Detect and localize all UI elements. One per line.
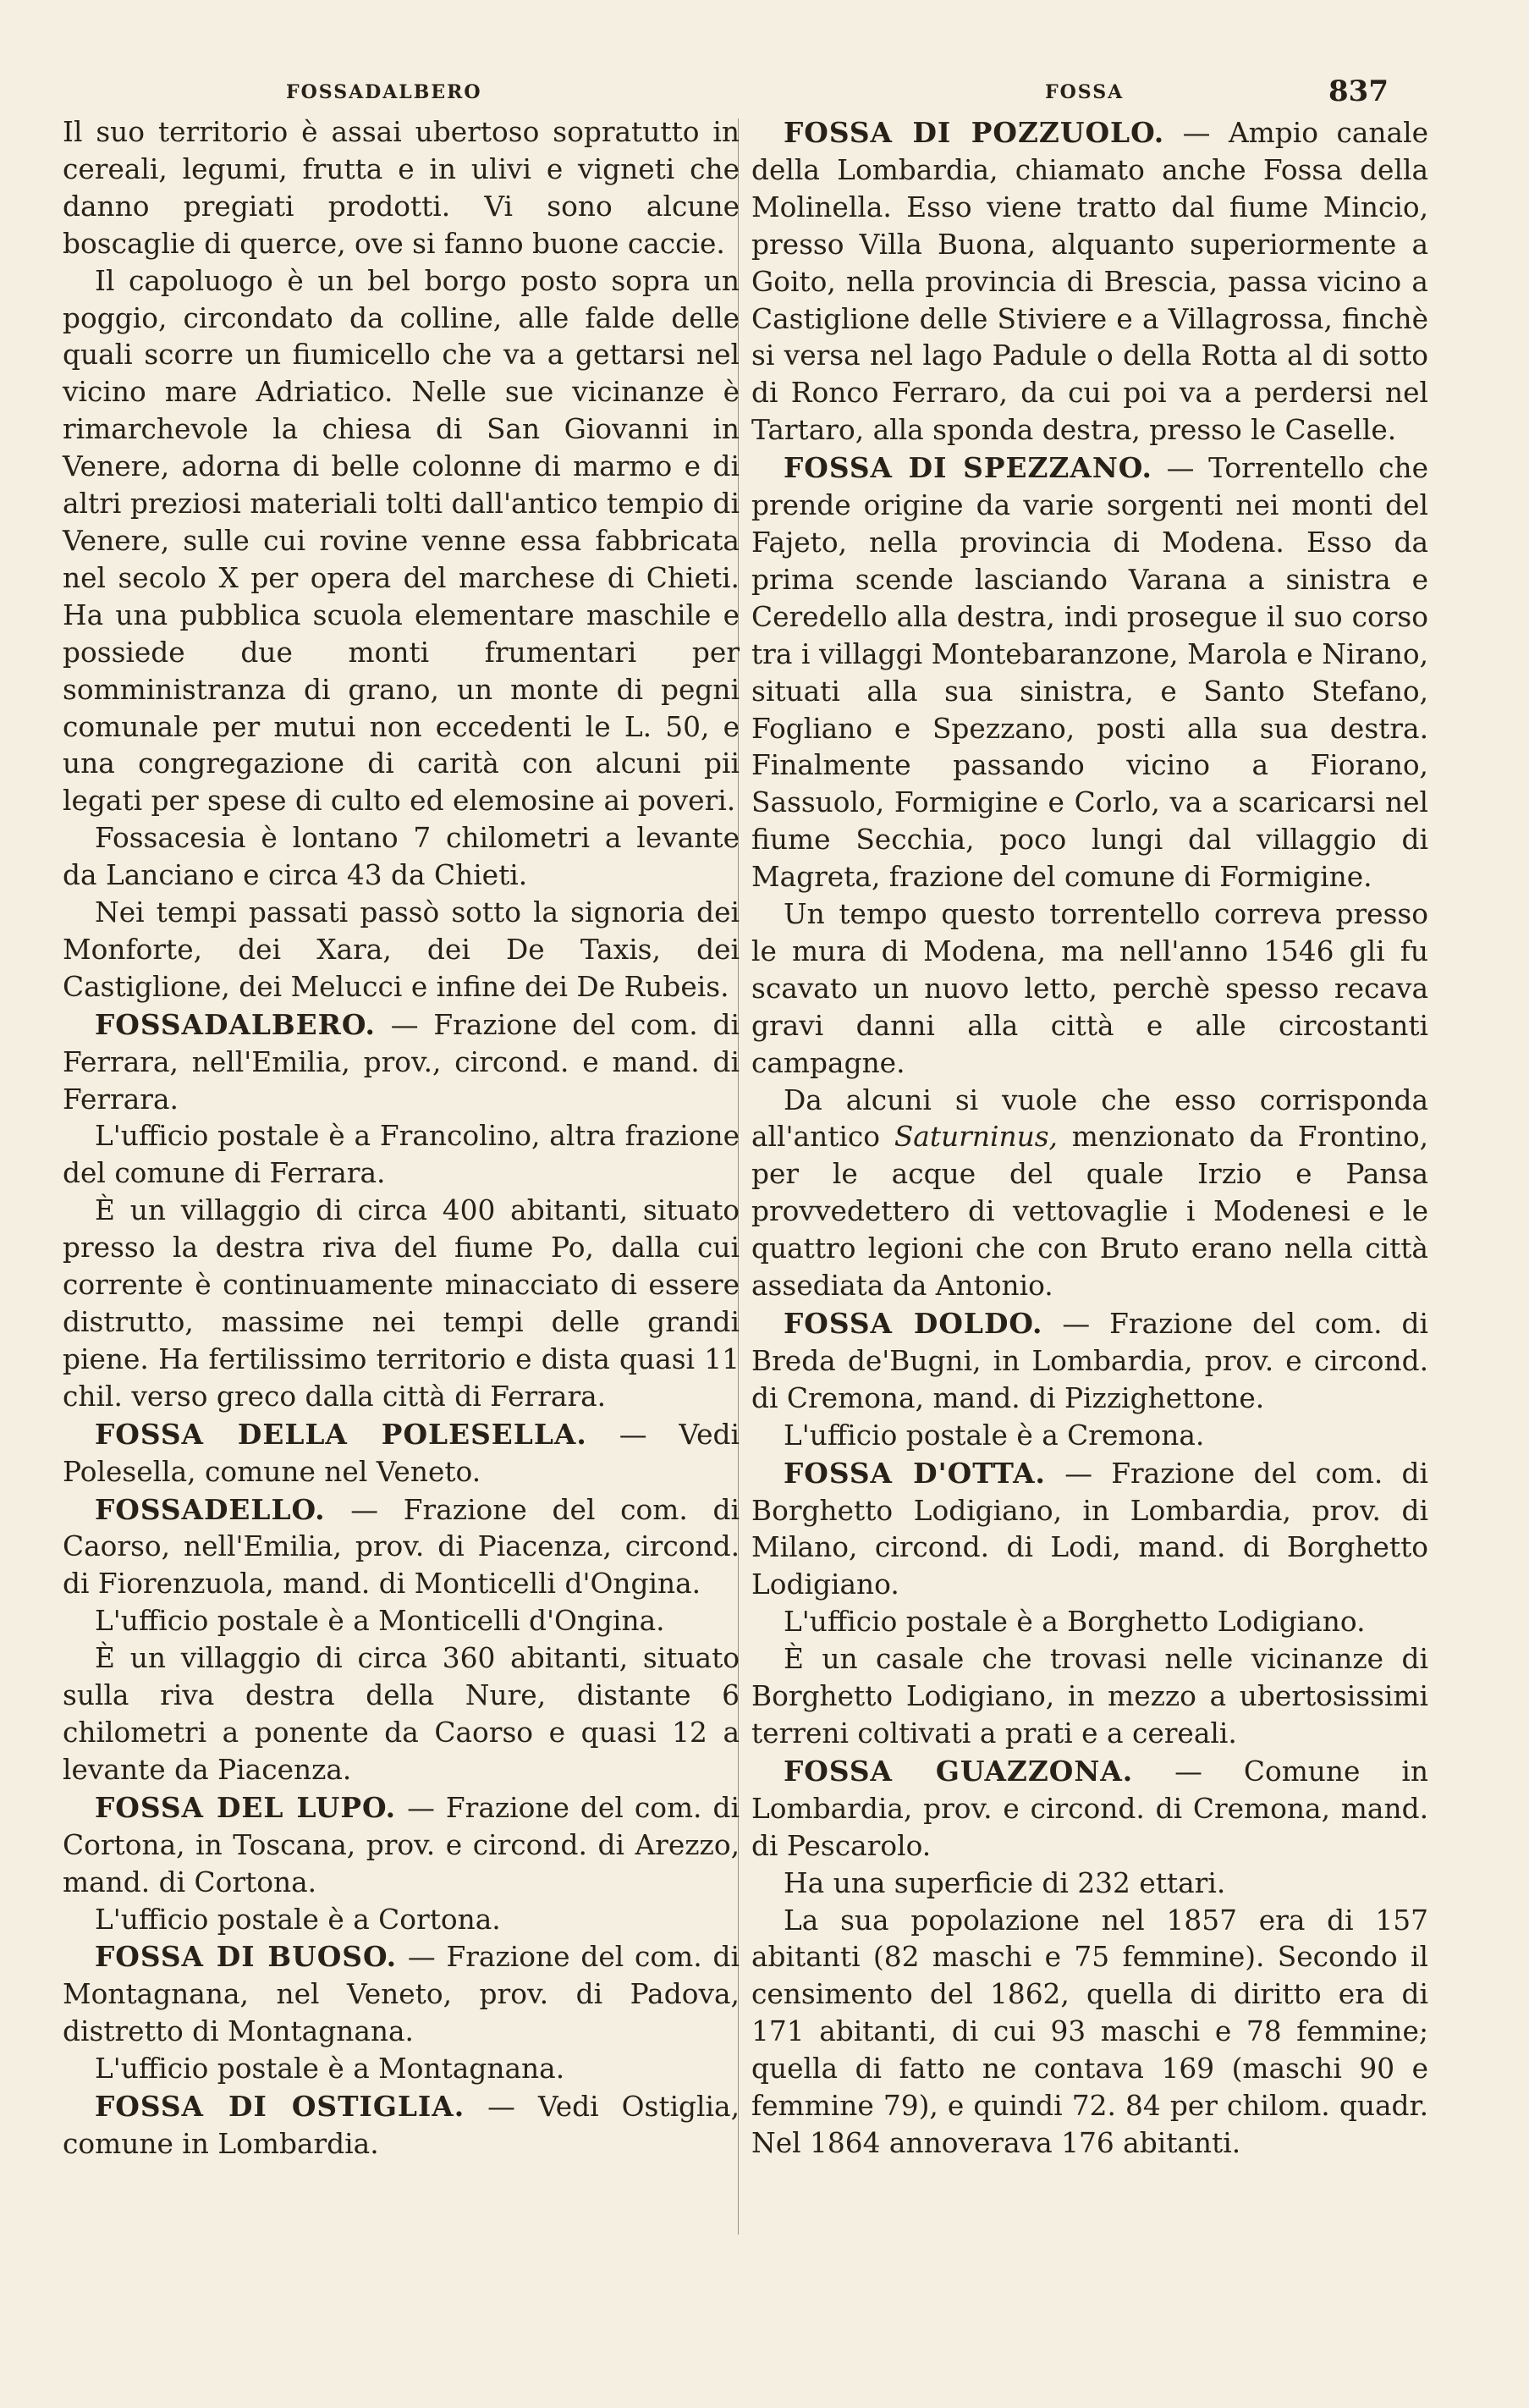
paragraph-text: Nei tempi passati passò sotto la signoria dei Monforte, dei Xara, dei De Taxis, dei Castiglione, dei Melucci e infine dei De Rubeis. bbox=[63, 896, 740, 1003]
entry-paragraph bbox=[63, 1006, 740, 1119]
entry-paragraph bbox=[751, 449, 1428, 896]
page-number: 837 bbox=[1328, 74, 1389, 108]
entry-headword: FOSSA DI OSTIGLIA. bbox=[95, 2090, 465, 2124]
italic-term: Saturninus, bbox=[894, 1121, 1058, 1154]
paragraph-text: — Frazione del com. di Breda de'Bugni, in Lombardia, prov. e circond. di Cremona, mand. di Pizzighettone. bbox=[751, 1308, 1428, 1414]
left-column bbox=[63, 114, 740, 2163]
body-paragraph bbox=[63, 263, 740, 821]
entry-headword: FOSSA DI SPEZZANO. bbox=[784, 451, 1152, 485]
body-paragraph bbox=[63, 895, 740, 1006]
paragraph-text: — Ampio canale della Lombardia, chiamato anche Fossa della Molinella. Esso viene tratto dal fiume Mincio, presso Villa Buona, alquanto superiormente a Goito, nella provincia di Brescia, passa vicino a Castiglione delle Stiviere e a Villagrossa, finchè si versa nel lago Padule o della Rotta al di sotto di Ronco Ferraro, da cui poi va a perdersi nel Tartaro, alla sponda destra, presso le Caselle. bbox=[751, 117, 1428, 447]
body-paragraph bbox=[751, 896, 1428, 1083]
entry-headword: FOSSA DI BUOSO. bbox=[95, 1940, 398, 1974]
body-paragraph bbox=[63, 1902, 740, 1939]
entry-paragraph bbox=[63, 1938, 740, 2051]
paragraph-text: Da alcuni si vuole che esso corrisponda all'antico bbox=[751, 1083, 1428, 1154]
paragraph-text: La sua popolazione nel 1857 era di 157 abitanti (82 maschi e 75 femmine). Secondo il censimento del 1862, quella di diritto era di 171 abitanti, di cui 93 maschi e 78 femmine; quella di fatto ne contava 169 (maschi 90 e femmine 79), e quindi 72. 84 per chilom. quadr. Nel 1864 annoverava 176 abitanti. bbox=[751, 1904, 1428, 2159]
paragraph-text: Un tempo questo torrentello correva presso le mura di Modena, ma nell'anno 1546 gli fu scavato un nuovo letto, perchè spesso recava gravi danni alla città e alle circostanti campagne. bbox=[751, 898, 1428, 1079]
entry-headword: FOSSA GUAZZONA. bbox=[784, 1754, 1134, 1788]
entry-headword: FOSSA D'OTTA. bbox=[784, 1456, 1046, 1490]
body-paragraph bbox=[63, 1603, 740, 1640]
entry-paragraph bbox=[751, 1455, 1428, 1605]
paragraph-text: — Frazione del com. di Borghetto Lodigiano, in Lombardia, prov. di Milano, circond. di Lodi, mand. di Borghetto Lodigiano. bbox=[751, 1457, 1428, 1601]
entry-paragraph bbox=[63, 1416, 740, 1491]
body-paragraph bbox=[751, 1083, 1428, 1305]
paragraph-text: — Frazione del com. di Cortona, in Toscana, prov. e circond. di Arezzo, mand. di Cortona. bbox=[63, 1791, 740, 1898]
entry-headword: FOSSADALBERO. bbox=[95, 1007, 376, 1041]
running-head-right: FOSSA bbox=[1045, 81, 1125, 103]
entry-headword: FOSSA DELLA POLESELLA. bbox=[95, 1417, 587, 1451]
right-column bbox=[751, 114, 1428, 2163]
paragraph-text: — Vedi Polesella, comune nel Veneto. bbox=[63, 1418, 740, 1488]
paragraph-text: L'ufficio postale è a Cortona. bbox=[95, 1903, 501, 1936]
entry-headword: FOSSA DI POZZUOLO. bbox=[784, 116, 1165, 149]
body-paragraph bbox=[63, 114, 740, 263]
body-paragraph bbox=[751, 1903, 1428, 2163]
paragraph-text: Ha una superficie di 232 ettari. bbox=[784, 1866, 1226, 1899]
entry-headword: FOSSADELLO. bbox=[95, 1492, 326, 1526]
paragraph-text: — Vedi Ostiglia, comune in Lombardia. bbox=[63, 2091, 740, 2160]
entry-paragraph bbox=[63, 2088, 740, 2163]
paragraph-text: Il suo territorio è assai ubertoso sopratutto in cereali, legumi, frutta e in ulivi e vigneti che danno pregiati prodotti. Vi sono alcune boscaglie di querce, ove si fanno buone caccie. bbox=[63, 116, 740, 260]
paragraph-text-tail: menzionato da Frontino, per le acque del quale Irzio e Pansa provvedettero di vettovaglie i Modenesi e le quattro legioni che con Bruto erano nella città assediata da Antonio. bbox=[751, 1121, 1428, 1303]
paragraph-text: È un villaggio di circa 360 abitanti, situato sulla riva destra della Nure, distante 6 chilometri a ponente da Caorso e quasi 12 a levante da Piacenza. bbox=[63, 1642, 740, 1786]
paragraph-text: L'ufficio postale è a Borghetto Lodigiano. bbox=[784, 1606, 1366, 1639]
entry-headword: FOSSA DOLDO. bbox=[784, 1307, 1043, 1340]
entry-paragraph bbox=[751, 114, 1428, 449]
paragraph-text: — Frazione del com. di Montagnana, nel Veneto, prov. di Padova, distretto di Montagnana. bbox=[63, 1941, 740, 2048]
body-paragraph bbox=[63, 2051, 740, 2088]
entry-paragraph bbox=[63, 1789, 740, 1902]
paragraph-text: Il capoluogo è un bel borgo posto sopra un poggio, circondato da colline, alle falde delle quali scorre un fiumicello che va a gettarsi nel vicino mare Adriatico. Nelle sue vicinanze è rimarchevole la chiesa di San Giovanni in Venere, adorna di belle colonne di marmo e di altri preziosi materiali tolti dall'antico tempio di Venere, sulle cui rovine venne essa fabbricata nel secolo X per opera del marchese di Chieti. Ha una pubblica scuola elementare maschile e possiede due monti frumentari per somministranza di grano, un monte di pegni comunale per mutui non eccedenti le L. 50, e una congregazione di carità con alcuni pii legati per spese di culto ed elemosine ai poveri. bbox=[63, 264, 740, 818]
paragraph-text: L'ufficio postale è a Francolino, altra frazione del comune di Ferrara. bbox=[63, 1120, 740, 1190]
running-head-left: FOSSADALBERO bbox=[286, 81, 482, 103]
paragraph-text: — Frazione del com. di Caorso, nell'Emilia, prov. di Piacenza, circond. di Fiorenzuola, mand. di Monticelli d'Ongina. bbox=[63, 1493, 740, 1601]
body-paragraph bbox=[751, 1604, 1428, 1641]
body-paragraph bbox=[63, 1640, 740, 1789]
entry-paragraph bbox=[63, 1491, 740, 1604]
paragraph-text: Fossacesia è lontano 7 chilometri a levante da Lanciano e circa 43 da Chieti. bbox=[63, 822, 740, 892]
body-paragraph bbox=[751, 1641, 1428, 1753]
paragraph-text: L'ufficio postale è a Monticelli d'Ongina. bbox=[95, 1605, 665, 1638]
paragraph-text: L'ufficio postale è a Montagnana. bbox=[95, 2053, 565, 2086]
body-paragraph bbox=[751, 1418, 1428, 1455]
paragraph-text: — Torrentello che prende origine da varie sorgenti nei monti del Fajeto, nella provincia di Modena. Esso da prima scende lasciando Varana a sinistra e Ceredello alla destra, indi prosegue il suo corso tra i villaggi Montebaranzone, Marola e Nirano, situati alla sua sinistra, e Santo Stefano, Fogliano e Spezzano, posti alla sua destra. Finalmente passando vicino a Fiorano, Sassuolo, Formigine e Corlo, va a scaricarsi nel fiume Secchia, poco lungi dal villaggio di Magreta, frazione del comune di Formigine. bbox=[751, 452, 1428, 894]
body-paragraph bbox=[63, 1118, 740, 1193]
entry-headword: FOSSA DEL LUPO. bbox=[95, 1790, 397, 1824]
paragraph-text: L'ufficio postale è a Cremona. bbox=[784, 1419, 1205, 1452]
body-paragraph bbox=[751, 1865, 1428, 1903]
body-paragraph bbox=[63, 820, 740, 895]
paragraph-text: — Comune in Lombardia, prov. e circond. di Cremona, mand. di Pescarolo. bbox=[751, 1755, 1428, 1862]
paragraph-text: È un casale che trovasi nelle vicinanze di Borghetto Lodigiano, in mezzo a ubertosissimi terreni coltivati a prati e a cereali. bbox=[751, 1643, 1428, 1750]
entry-paragraph bbox=[751, 1305, 1428, 1418]
paragraph-text: È un villaggio di circa 400 abitanti, situato presso la destra riva del fiume Po, dalla cui corrente è continuamente minacciato di essere distrutto, massime nei tempi delle grandi piene. Ha fertilissimo territorio e dista quasi 11 chil. verso greco dalla città di Ferrara. bbox=[63, 1194, 740, 1413]
entry-paragraph bbox=[751, 1753, 1428, 1865]
body-paragraph bbox=[63, 1193, 740, 1415]
paragraph-text: — Frazione del com. di Ferrara, nell'Emilia, prov., circond. e mand. di Ferrara. bbox=[63, 1008, 740, 1116]
